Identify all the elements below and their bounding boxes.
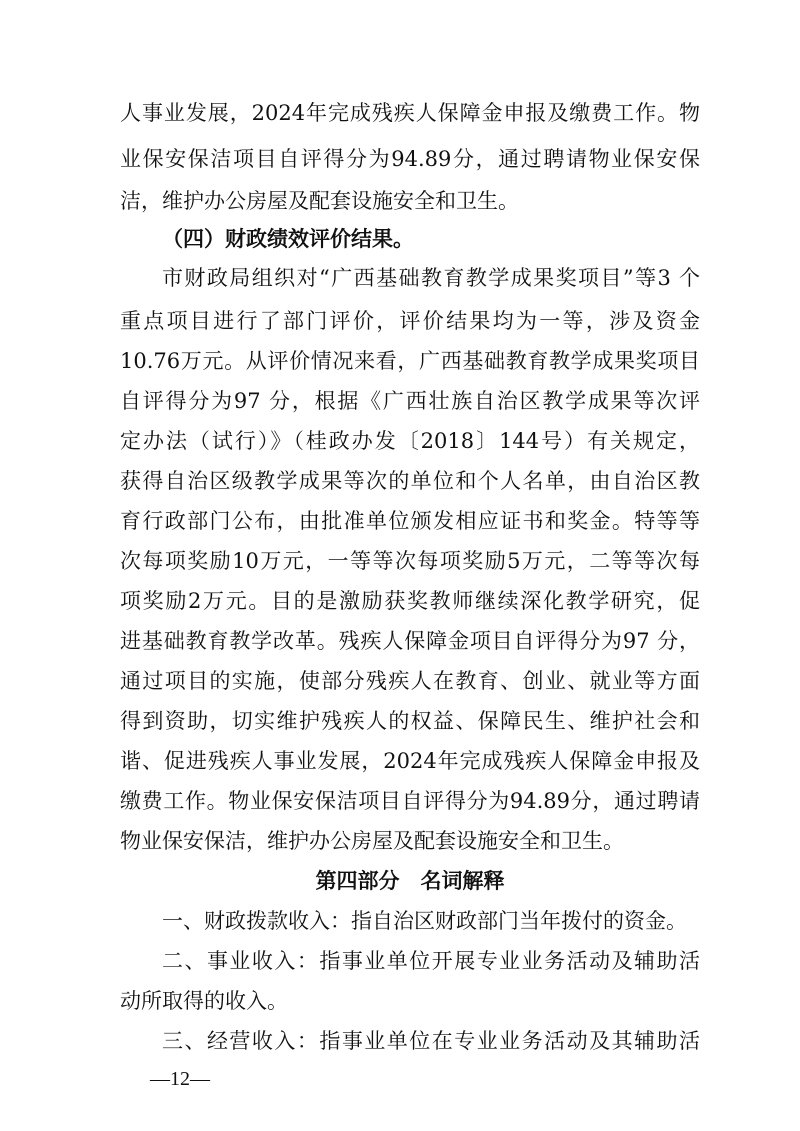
paragraph-line: 物业保安保洁，维护办公房屋及配套设施安全和卫生。 [120, 829, 624, 853]
paragraph-line: 10.76万元。从评价情况来看，广西基础教育教学成果奖项目 [120, 349, 700, 373]
paragraph-line: 市财政局组织对“广西基础教育教学成果奖项目”等3 个 [162, 266, 700, 290]
paragraph-line: 项奖励2万元。目的是激励获奖教师继续深化教学研究，促 [120, 589, 700, 613]
paragraph-line: 谐、促进残疾人事业发展，2024年完成残疾人保障金申报及 [120, 749, 700, 773]
paragraph-line: 人事业发展，2024年完成残疾人保障金申报及缴费工作。物 [120, 101, 700, 125]
paragraph-line: 育行政部门公布，由批准单位颁发相应证书和奖金。特等等 [120, 509, 700, 533]
paragraph-line: 通过项目的实施，使部分残疾人在教育、创业、就业等方面 [120, 669, 700, 693]
paragraph-line: 进基础教育教学改革。残疾人保障金项目自评得分为97 分， [120, 629, 700, 653]
paragraph-line: 业保安保洁项目自评得分为94.89分，通过聘请物业保安保 [120, 147, 700, 171]
page-number: —12— [150, 1068, 210, 1090]
paragraph-line: 次每项奖励10万元，一等等次每项奖励5万元，二等等次每 [120, 549, 700, 573]
definition-item: 一、财政拨款收入：指自治区财政部门当年拨付的资金。 [162, 909, 687, 933]
section-heading: （四）财政绩效评价结果。 [162, 226, 414, 251]
paragraph-line: 获得自治区级教学成果等次的单位和个人名单，由自治区教 [120, 469, 700, 493]
paragraph-line: 洁，维护办公房屋及配套设施安全和卫生。 [120, 189, 519, 213]
definition-item-continued: 动所取得的收入。 [120, 989, 288, 1013]
paragraph-line: 定办法（试行）》（桂政办发〔2018〕144号）有关规定， [120, 429, 700, 453]
paragraph-line: 重点项目进行了部门评价，评价结果均为一等，涉及资金 [120, 309, 700, 333]
definition-item: 三、经营收入：指事业单位在专业业务活动及其辅助活 [162, 1029, 700, 1053]
paragraph-line: 自评得分为97 分，根据《广西壮族自治区教学成果等次评 [120, 389, 700, 413]
part-title: 第四部分 名词解释 [315, 869, 505, 893]
paragraph-line: 缴费工作。物业保安保洁项目自评得分为94.89分，通过聘请 [120, 789, 700, 813]
paragraph-line: 得到资助，切实维护残疾人的权益、保障民生、维护社会和 [120, 709, 700, 733]
definition-item: 二、事业收入：指事业单位开展专业业务活动及辅助活 [162, 949, 700, 973]
